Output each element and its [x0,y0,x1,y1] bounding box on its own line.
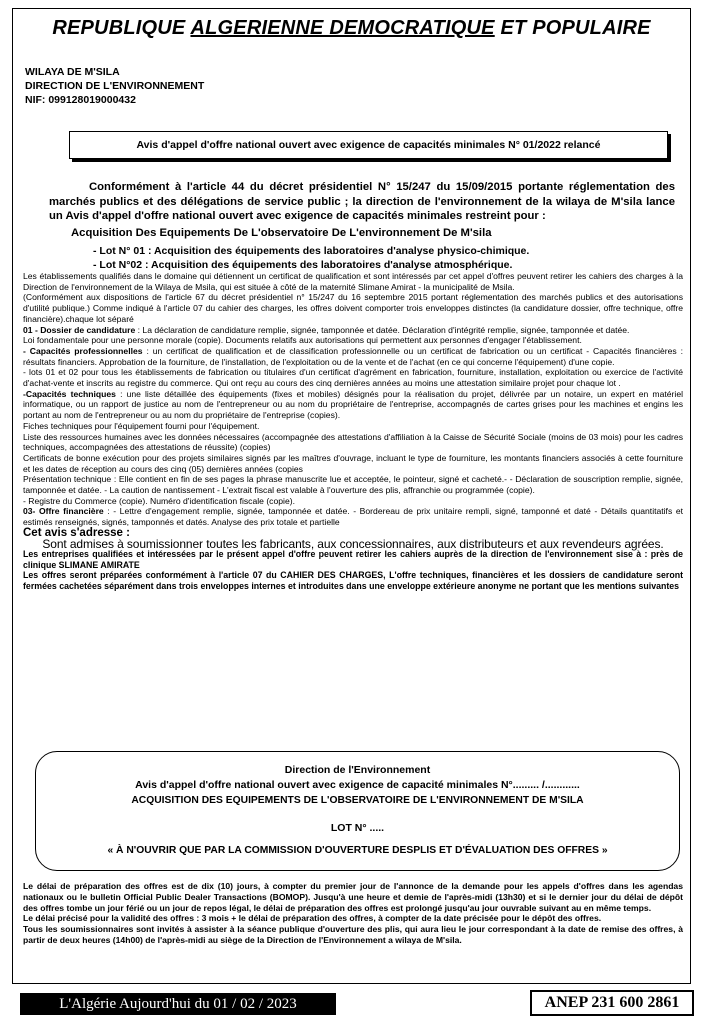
wilaya-line: WILAYA DE M'SILA [25,66,120,78]
header-part1: REPUBLIQUE [52,17,191,39]
body-p4: Loi fondamentale pour une personne morale (copie). Documents relatifs aux autorisations qui permettent aux personnes d'engager l'établissement. [23,335,582,346]
body-p3-text: : La déclaration de candidature remplie, signée, tamponnée et datée. Déclaration d'intégrité remplie, signée, tamponnée et datée. [135,324,630,335]
body-p3 [23,325,683,336]
body-p5 [23,346,683,367]
body-p5-text: : un certificat de qualification et de classification professionnelle ou un certificat de fabrication ou un certificat - Capacités financières : résultats financiers. Approbation de la fourniture, de l'installation, de l'exploitation ou de la vente et de l'achat (en ce qui concerne l'équipement) d'une copie. [23,345,683,367]
lot-2: - Lot N°02 : Acquisition des équipements des laboratoires d'analyse atmosphérique. [93,259,513,271]
envelope-lot: LOT N° ..... [330,822,385,834]
intro-paragraph: Conformément à l'article 44 du décret présidentiel N° 15/247 du 15/09/2015 portante réglementation des marchés publics et des délégations de service public ; la direction de l'environnement de la wilaya de M'sila lance un Avis d'appel d'offre national ouvert avec exigence de capacités minimales restreint pour : [49,181,675,222]
direction-line: DIRECTION DE L'ENVIRONNEMENT [25,80,205,92]
body-p7-text: : une liste détaillée des équipements (fixes et mobiles) désignés pour la réalisation du projet, délivrée par un notaire, un expert en matériel informatique, ou un rapport de justice au nom de l'entrepreneur ou au nom du propriétaire de l'entreprise, accompagnés de cartes grises pour les machines et engins les portant au nom de l'entrepreneur ou au nom du propriétaire de l'entreprise (copies). [23,388,684,421]
body-p1: Les établissements qualifiés dans le domaine qui détiennent un certificat de qualification et sont intéressés par cet appel d'offres peuvent retirer les cahiers des charges à la Direction de l'environnement de la Wilaya de Msila, qui est située à côté de la maternité Slimane Amirat - la municipalité de Msila. [23,271,683,292]
body-p2: (Conformément aux dispositions de l'article 67 du décret présidentiel n° 15/247 du 16 septembre 2015 portant réglementation des marchés publics et des autorisations d'utilité publique.) Comme indiqué à l'article 07 du cahier des charges, les offres doivent comporter trois enveloppes distinctes (la candidature dossier, offre technique, offre financière).chaque lot séparé [23,292,683,324]
lot-1: - Lot N° 01 : Acquisition des équipements des laboratoires d'analyse physico-chimique. [93,245,530,257]
newspaper-source: L'Algérie Aujourd'hui du 01 / 02 / 2023 [20,993,336,1015]
envelope-acquisition: ACQUISITION DES EQUIPEMENTS DE L'OBSERVATOIRE DE L'ENVIRONNEMENT DE M'SILA [131,795,584,806]
header-part2: ALGERIENNE DEMOCRATIQUE [190,17,495,39]
body-p10: Certificats de bonne exécution pour des projets similaires signés par les maîtres d'ouvrage, incluant le type de fourniture, les montants financiers associés à cette fourniture et les dates de réception au cours des cinq (05) dernières années (copies [23,452,683,474]
envelope-avis: Avis d'appel d'offre national ouvert avec exigence de capacité minimales N°......... /............ [135,779,580,791]
envelope-mentions-box [35,751,680,871]
anep-reference: ANEP 231 600 2861 [530,990,694,1016]
body-p13-label: 03- Offre financière [23,506,104,517]
body-p6: - lots 01 et 02 pour tous les établissements de fabrication ou titulaires d'un certificat d'agrément en fabrication, fourniture, installation, exploitation ou exercice de l'activité d'achat-vente et inscrits au registre du commerce. Qui ont reçu au cours des cinq dernières années au moins une attestation similaire projet pour chaque lot . [23,367,683,389]
body-p8: Fiches techniques pour l'équipement fourni pour l'équipement. [23,420,260,431]
body-p12: - Registre du Commerce (copie). Numéro d'identification fiscale (copie). [23,495,295,506]
body-p5-label: - Capacités professionnelles [23,345,143,356]
body-p13-text: : - Lettre d'engagement remplie, signée, tamponnée et datée. - Bordereau de prix unitaire rempli, signé, tamponné et daté - Détails quantitatifs et estimés renseignés, signés, tamponnés et datés. Analyse des prix totale et partielle [23,506,683,528]
organization-block [25,65,204,107]
body-p13 [23,506,683,527]
body-p7 [23,389,683,421]
body-p11: Présentation technique : Elle contient en fin de ses pages la phrase manuscrite lue et acceptée, le pointeur, signé et cacheté.- - Déclaration de souscription remplie, signée, tamponnée et datée. - La caution de nantissement - L'extrait fiscal est valable à l'ouverture des plis, affranchie ou programmée (copie). [23,474,683,496]
notice-frame [12,8,691,984]
envelope-warning: « À N'OUVRIR QUE PAR LA COMMISSION D'OUVERTURE DESPLIS ET D'ÉVALUATION DES OFFRES » [107,845,608,856]
nif-line: NIF: 099128019000432 [25,94,136,106]
envelope-direction: Direction de l'Environnement [284,764,431,776]
retrieve-paragraph: Les entreprises qualifiées et intéressées par le présent appel d'offre peuvent retirer les cahiers auprès de la direction de l'environnement sise à : près de clinique SLIMANE AMIRATE [23,549,683,570]
object-title: Acquisition Des Equipements De L'observatoire De L'environnement De M'sila [71,227,492,239]
header-part3: ET POPULAIRE [494,17,651,39]
offers-paragraph: Les offres seront préparées conformément à l'article 07 du CAHIER DES CHARGES, L'offre techniques, financières et les dossiers de candidature seront fermées cachetées séparément dans trois enveloppes internes et introduites dans une enveloppe extérieure anonyme ne portant que les mentions suivantes [23,570,683,591]
republic-header [13,17,690,40]
body-p3-label: 01 - Dossier de candidature [23,324,136,335]
footer-terms [23,881,683,946]
footer-p1: Le délai de préparation des offres est de dix (10) jours, à compter du premier jour de l'annonce de la demande pour les appels d'offres dans les agendas nationaux ou le bulletin Official Public Dealer Transactions (BOMOP). Jusqu'à une heure et demie de l'après-midi (13h30) et si le dernier jour du délai de dépôt des offres tombe un jour férié ou un jour de repos légal, le délai de préparation des offres est prolongé jusqu'au jour ouvrable suivant au en même temps. [23,881,683,913]
footer-p3: Tous les soumissionnaires sont invités à assister à la séance publique d'ouverture des plis, qui aura lieu le jour correspondant à la date de remise des offres, à partir de deux heures (14h00) de l'après-midi au siège de la Direction de l'Environnement a wilaya de M'sila. [23,924,683,945]
body-p7-label: -Capacités techniques [23,388,116,399]
body-p9: Liste des ressources humaines avec les données nécessaires (accompagnée des attestations d'affiliation à la Caisse de Sécurité Sociale (moins de 03 mois) pour les cadres techniques, accompagnées des attestations de réussite) (copies) [23,431,683,453]
admission-line: Sont admises à soumissionner toutes les fabricants, aux concessionnaires, aux distributeurs et aux revendeurs agrées. [42,536,664,551]
avis-title-box: Avis d'appel d'offre national ouvert avec exigence de capacités minimales N° 01/2022 relancé [69,131,668,159]
notice-body [23,271,683,591]
cet-avis-heading: Cet avis s'adresse : [23,526,130,539]
footer-p2: Le délai précisé pour la validité des offres : 3 mois + le délai de préparation des offres, à compter de la date précisée pour le dépôt des offres. [23,913,602,924]
